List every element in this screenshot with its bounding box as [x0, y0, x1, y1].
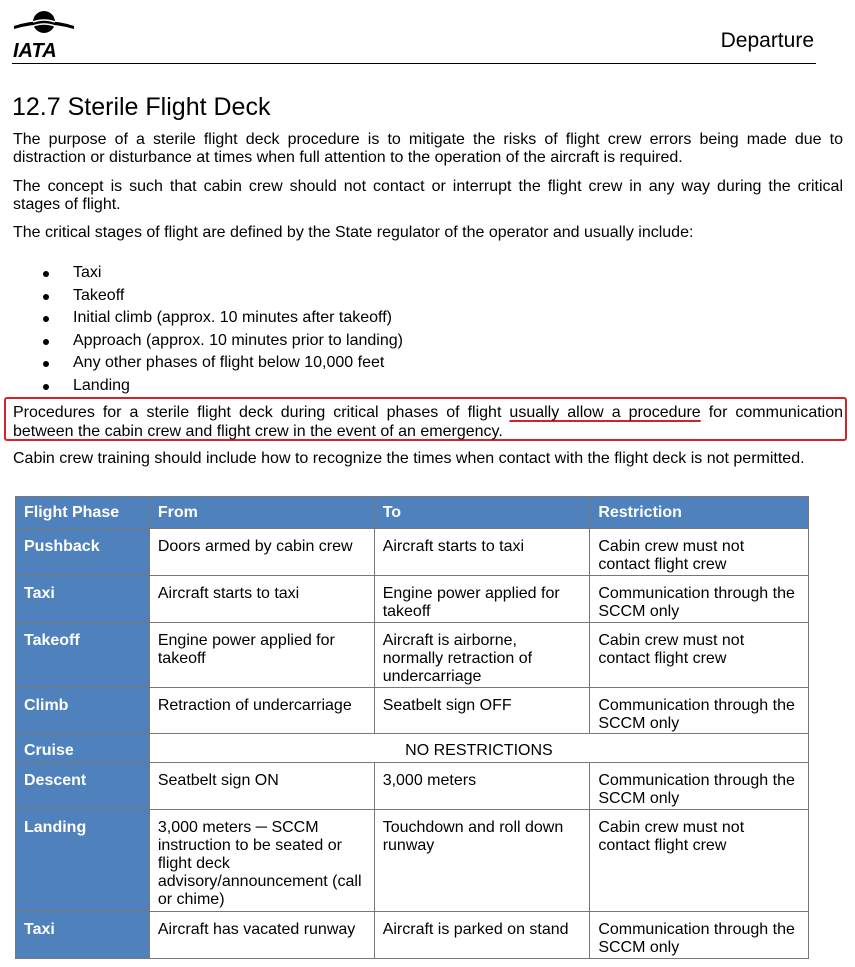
column-header: To [374, 497, 590, 529]
page-header [12, 8, 816, 64]
phase-cell: Cruise [16, 734, 150, 763]
from-cell: Doors armed by cabin crew [149, 529, 374, 576]
from-cell: Engine power applied for takeoff [149, 623, 374, 688]
phase-cell: Descent [16, 763, 150, 810]
restriction-cell: Communication through the SCCM only [590, 576, 809, 623]
phase-cell: Taxi [16, 912, 150, 959]
phase-cell: Taxi [16, 576, 150, 623]
bullet-icon [43, 294, 49, 300]
highlighted-paragraph: Procedures for a sterile flight deck during critical phases of flight usually allow a procedure for communication between the cabin crew and flight crew in the event of an emergency. [13, 404, 844, 440]
from-cell: Aircraft starts to taxi [149, 576, 374, 623]
bullet-icon [43, 384, 49, 390]
to-cell: Seatbelt sign OFF [374, 688, 590, 734]
bullet-icon [43, 361, 49, 367]
list-item: Any other phases of flight below 10,000 feet [13, 352, 403, 375]
phase-cell: Takeoff [16, 623, 150, 688]
table-row [16, 763, 809, 810]
to-cell: Engine power applied for takeoff [374, 576, 590, 623]
list-item: Taxi [13, 262, 403, 285]
table-row [16, 576, 809, 623]
from-cell: Aircraft has vacated runway [149, 912, 374, 959]
from-cell: Retraction of undercarriage [149, 688, 374, 734]
table-header-row [16, 497, 809, 529]
table-row [16, 688, 809, 734]
to-cell: Aircraft is parked on stand [374, 912, 590, 959]
training-paragraph: Cabin crew training should include how to recognize the times when contact with the flight deck is not permitted. [13, 450, 805, 467]
restriction-cell: Communication through the SCCM only [590, 912, 809, 959]
to-cell: Aircraft starts to taxi [374, 529, 590, 576]
list-item: Takeoff [13, 285, 403, 308]
bullet-icon [43, 339, 49, 345]
restriction-cell: Communication through the SCCM only [590, 688, 809, 734]
to-cell: 3,000 meters [374, 763, 590, 810]
table-row [16, 529, 809, 576]
no-restrictions-cell: NO RESTRICTIONS [149, 734, 808, 763]
restriction-cell: Cabin crew must not contact flight crew [590, 810, 809, 912]
underlined-text: in the event of an emergency. [288, 423, 503, 440]
phase-cell: Pushback [16, 529, 150, 576]
stages-intro-paragraph: The critical stages of flight are defined by the State regulator of the operator and usually include: [13, 224, 694, 241]
critical-stages-list [13, 262, 403, 398]
bullet-icon [43, 316, 49, 322]
from-cell: Seatbelt sign ON [149, 763, 374, 810]
phase-cell: Landing [16, 810, 150, 912]
purpose-paragraph: The purpose of a sterile flight deck procedure is to mitigate the risks of flight crew errors being made due to distraction or disturbance at times when full attention to the operation of the aircraft is required. [13, 131, 843, 166]
logo-text: IATA [13, 40, 57, 60]
concept-paragraph: The concept is such that cabin crew should not contact or interrupt the flight crew in any way during the critical stages of flight. [13, 178, 843, 213]
list-item: Approach (approx. 10 minutes prior to landing) [13, 330, 403, 353]
column-header: Flight Phase [16, 497, 150, 529]
to-cell: Touchdown and roll down runway [374, 810, 590, 912]
table-row [16, 912, 809, 959]
list-item: Landing [13, 375, 403, 398]
column-header: Restriction [590, 497, 809, 529]
flight-phase-table [15, 496, 809, 959]
table-row [16, 623, 809, 688]
to-cell: Aircraft is airborne, normally retraction of undercarriage [374, 623, 590, 688]
list-item: Initial climb (approx. 10 minutes after takeoff) [13, 307, 403, 330]
phase-cell: Climb [16, 688, 150, 734]
section-heading: 12.7 Sterile Flight Deck [12, 93, 271, 121]
restriction-cell: Communication through the SCCM only [590, 763, 809, 810]
table-row [16, 734, 809, 763]
underlined-text: usually allow a procedure [509, 404, 701, 421]
bullet-icon [43, 271, 49, 277]
iata-logo [12, 10, 76, 60]
from-cell: 3,000 meters ─ SCCM instruction to be seated or flight deck advisory/announcement (call or chime) [149, 810, 374, 912]
table-row [16, 810, 809, 912]
column-header: From [149, 497, 374, 529]
restriction-cell: Cabin crew must not contact flight crew [590, 623, 809, 688]
section-title: Departure [720, 29, 814, 52]
restriction-cell: Cabin crew must not contact flight crew [590, 529, 809, 576]
